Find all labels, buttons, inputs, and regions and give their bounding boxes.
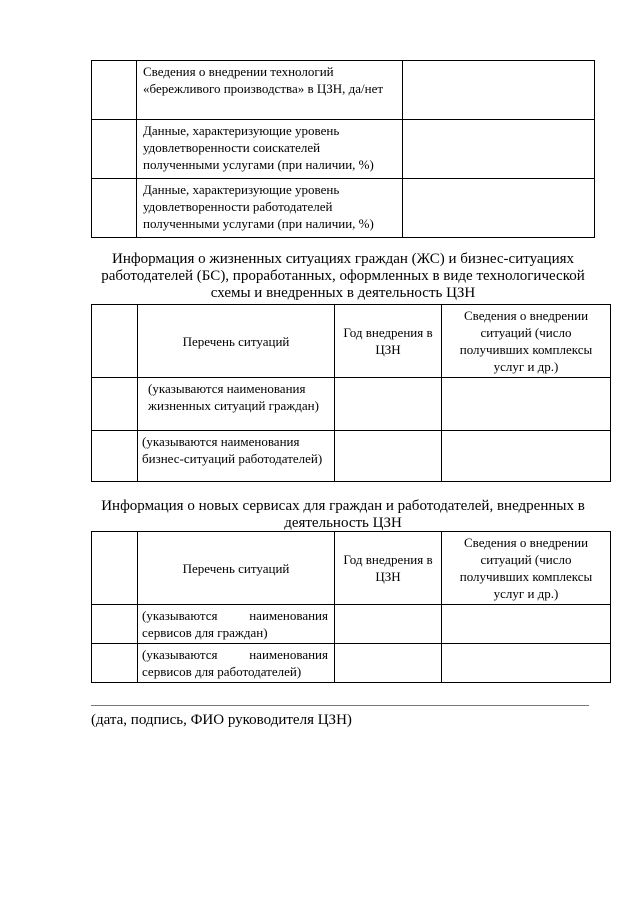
- column-header-year: Год внедрения в ЦЗН: [335, 305, 442, 378]
- column-header-info: Сведения о внедрении ситуаций (число получивших комплексы услуг и др.): [442, 532, 611, 605]
- table-cell-empty: [335, 644, 442, 683]
- table-cell-empty: [92, 431, 138, 482]
- table-row: [92, 605, 611, 644]
- table-cell-empty: [92, 179, 137, 238]
- table-row: [92, 378, 611, 431]
- table-cell-empty: [335, 605, 442, 644]
- services-table: [91, 531, 611, 683]
- table-cell-empty: [403, 120, 595, 179]
- table-cell-text: Данные, характеризующие уровень удовлетворенности соискателей полученными услугами (при наличии, %): [137, 120, 403, 179]
- column-header-info: Сведения о внедрении ситуаций (число получивших комплексы услуг и др.): [442, 305, 611, 378]
- table-cell-empty: [335, 431, 442, 482]
- table-cell-empty: [92, 644, 138, 683]
- table-cell-empty: [92, 605, 138, 644]
- table-cell-empty: [335, 378, 442, 431]
- table-header-row: [92, 532, 611, 605]
- indicators-table: [91, 60, 595, 238]
- table-cell-text: (указываются наименования бизнес-ситуаций работодателей): [138, 431, 335, 482]
- table-cell-empty: [403, 179, 595, 238]
- table-row: [92, 431, 611, 482]
- table-cell-text: (указываются наименования сервисов для граждан): [138, 605, 335, 644]
- signature-caption: (дата, подпись, ФИО руководителя ЦЗН): [91, 712, 352, 728]
- table-header-row: [92, 305, 611, 378]
- column-header-year: Год внедрения в ЦЗН: [335, 532, 442, 605]
- table-cell-empty: [442, 644, 611, 683]
- section-heading-services: Информация о новых сервисах для граждан и работодателей, внедренных в деятельность ЦЗН: [101, 498, 585, 531]
- table-row: [92, 61, 595, 120]
- table-row: [92, 179, 595, 238]
- table-cell-text: (указываются наименования жизненных ситуаций граждан): [138, 378, 335, 431]
- table-cell-text: Данные, характеризующие уровень удовлетворенности работодателей полученными услугами (при наличии, %): [137, 179, 403, 238]
- signature-line: [91, 705, 589, 706]
- table-cell-text: Сведения о внедрении технологий «бережливого производства» в ЦЗН, да/нет: [137, 61, 403, 120]
- table-cell-empty: [92, 532, 138, 605]
- column-header-list: Перечень ситуаций: [138, 532, 335, 605]
- table-cell-empty: [92, 120, 137, 179]
- table-cell-empty: [92, 378, 138, 431]
- column-header-list: Перечень ситуаций: [138, 305, 335, 378]
- section-heading-situations: Информация о жизненных ситуациях граждан (ЖС) и бизнес-ситуациях работодателей (БС), проработанных, оформленных в виде технологической схемы и внедренных в деятельность ЦЗН: [101, 251, 585, 301]
- table-row: [92, 120, 595, 179]
- table-cell-empty: [403, 61, 595, 120]
- table-cell-empty: [442, 378, 611, 431]
- table-cell-empty: [92, 305, 138, 378]
- table-cell-text: (указываются наименования сервисов для работодателей): [138, 644, 335, 683]
- table-cell-empty: [92, 61, 137, 120]
- table-row: [92, 644, 611, 683]
- table-cell-empty: [442, 431, 611, 482]
- situations-table: [91, 304, 611, 482]
- table-cell-empty: [442, 605, 611, 644]
